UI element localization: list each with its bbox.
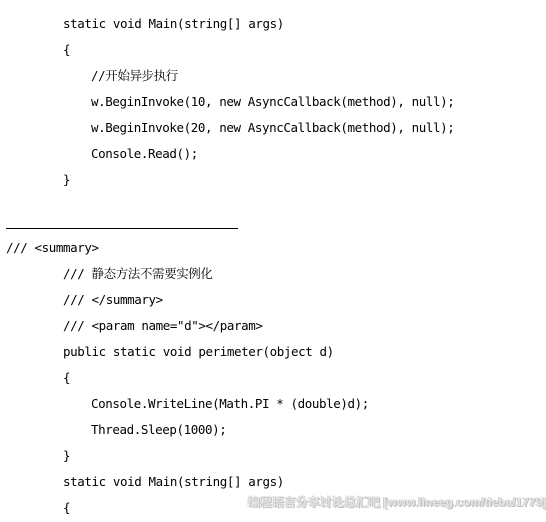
divider: [6, 228, 238, 229]
code-line: {: [63, 42, 71, 57]
code-line: static void Main(string[] args): [63, 474, 284, 489]
code-line: {: [63, 370, 71, 385]
code-line: {: [63, 500, 71, 515]
code-line: }: [63, 448, 71, 463]
code-line: Thread.Sleep(1000);: [91, 422, 227, 437]
code-comment: /// <summary>: [6, 240, 99, 255]
code-line: }: [63, 172, 71, 187]
code-line: public static void perimeter(object d): [63, 344, 334, 359]
watermark: 编程语言分享讨论总汇吧 [www.lineeg.com/tieba/1779]: [248, 495, 546, 509]
code-comment: /// </summary>: [63, 292, 163, 307]
code-line: Console.Read();: [91, 146, 198, 161]
code-comment: /// <param name="d"></param>: [63, 318, 263, 333]
code-comment: /// 静态方法不需要实例化: [63, 266, 213, 281]
code-line: w.BeginInvoke(10, new AsyncCallback(method), null);: [91, 94, 455, 109]
code-comment: //开始异步执行: [91, 68, 178, 83]
code-line: Console.WriteLine(Math.PI * (double)d);: [91, 396, 369, 411]
code-line: w.BeginInvoke(20, new AsyncCallback(method), null);: [91, 120, 455, 135]
code-line: static void Main(string[] args): [63, 16, 284, 31]
